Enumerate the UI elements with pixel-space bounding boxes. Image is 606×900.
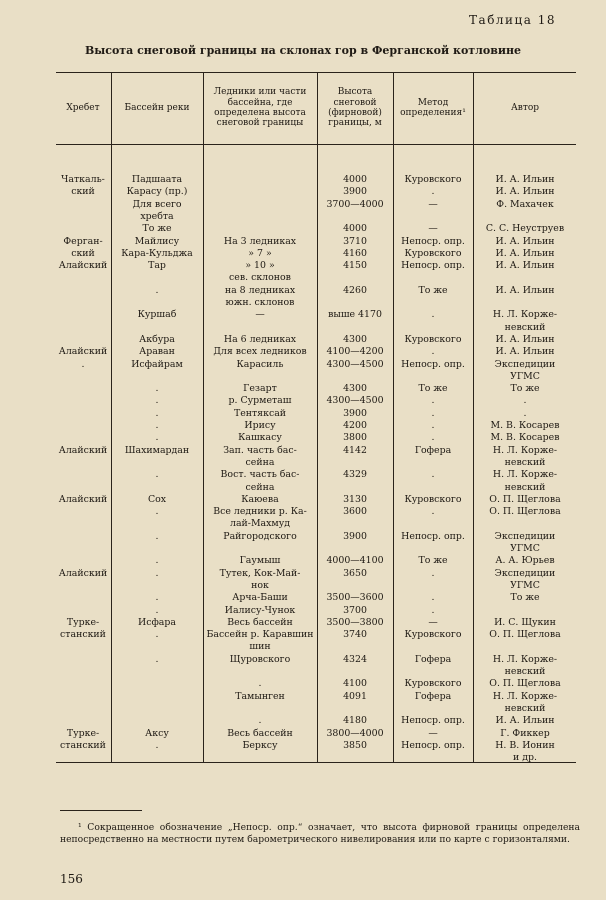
- cell-method: То же: [418, 383, 448, 395]
- cell-method: —: [428, 198, 438, 210]
- cell-author: Экспедиции: [494, 358, 556, 370]
- cell-height: 4300: [343, 383, 367, 395]
- cell-height: 4150: [343, 260, 367, 272]
- cell-method: —: [428, 223, 438, 235]
- cell-height: 4091: [343, 690, 367, 702]
- cell-author: Н. Л. Корже-: [492, 444, 558, 456]
- cell-ridge: ский: [71, 186, 95, 198]
- cell-glaciers: —: [255, 309, 265, 321]
- cell-method: .: [431, 567, 435, 579]
- cell-method: Непоср. опр.: [401, 739, 465, 751]
- cell-glaciers: Тамынген: [235, 690, 285, 702]
- cell-height: 3500—3600: [326, 592, 384, 604]
- cell-author: И. А. Ильин: [495, 333, 555, 345]
- cell-glaciers: Каюева: [241, 493, 279, 505]
- cell-ridge: Ферган-: [63, 235, 103, 247]
- cell-glaciers: лай-Махмуд: [229, 518, 291, 530]
- column-header-method: Метод определения¹: [400, 97, 466, 118]
- cell-basin: .: [155, 284, 159, 296]
- cell-author: Г. Фиккер: [500, 727, 550, 739]
- cell-basin: Куршаб: [137, 309, 177, 321]
- cell-author: УГМС: [510, 370, 540, 382]
- cell-basin: .: [155, 383, 159, 395]
- table-number: Таблица 18: [469, 13, 556, 27]
- cell-author: Экспедиции: [494, 567, 556, 579]
- cell-author: И. А. Ильин: [495, 715, 555, 727]
- cell-glaciers: Бассейн р. Каравшин: [206, 629, 314, 641]
- cell-glaciers: сейна: [245, 456, 275, 468]
- column-header-basin: Бассейн реки: [124, 102, 190, 113]
- cell-glaciers: Кашкасу: [238, 432, 282, 444]
- cell-method: .: [431, 407, 435, 419]
- page-number: 156: [60, 872, 83, 886]
- cell-method: .: [431, 469, 435, 481]
- cell-author: И. А. Ильин: [495, 346, 555, 358]
- cell-author: Н. Л. Корже-: [492, 469, 558, 481]
- cell-method: .: [431, 346, 435, 358]
- cell-basin: .: [155, 653, 159, 665]
- column-header-height: Высота снеговой (фирновой) границы, м: [328, 87, 382, 129]
- cell-glaciers: Берксу: [242, 739, 278, 751]
- cell-basin: .: [155, 604, 159, 616]
- cell-basin: Исфайрам: [131, 358, 183, 370]
- cell-method: Куровского: [404, 493, 462, 505]
- cell-glaciers: Весь бассейн: [227, 727, 293, 739]
- cell-basin: Тар: [148, 260, 166, 272]
- cell-method: —: [428, 727, 438, 739]
- cell-method: .: [431, 592, 435, 604]
- cell-basin: .: [155, 567, 159, 579]
- cell-basin: .: [155, 629, 159, 641]
- cell-glaciers: Вост. часть бас-: [220, 469, 300, 481]
- cell-basin: .: [155, 420, 159, 431]
- cell-basin: .: [155, 555, 159, 567]
- cell-author: То же: [510, 592, 540, 604]
- cell-height: 4324: [343, 653, 367, 665]
- cell-height: 4142: [343, 444, 367, 456]
- snowline-table: [56, 72, 576, 762]
- cell-author: А. А. Юрьев: [495, 555, 555, 567]
- cell-ridge: Чаткаль-: [61, 174, 105, 185]
- cell-glaciers: Тутек, Кок-Май-: [219, 567, 301, 579]
- cell-method: .: [431, 309, 435, 321]
- cell-author: С. С. Неуструев: [485, 223, 565, 235]
- cell-glaciers: нок: [251, 579, 269, 591]
- cell-glaciers: .: [258, 715, 262, 727]
- cell-height: 3700—4000: [326, 198, 384, 210]
- cell-author: И. А. Ильин: [495, 174, 555, 185]
- cell-basin: Падшаата: [131, 174, 183, 185]
- cell-glaciers: сев. склонов: [229, 272, 291, 284]
- cell-glaciers: Для всех ледников: [213, 346, 307, 358]
- cell-method: Непоср. опр.: [401, 235, 465, 247]
- cell-glaciers: Весь бассейн: [227, 616, 293, 628]
- cell-basin: Майлису: [134, 235, 180, 247]
- cell-basin: Для всего: [132, 198, 182, 210]
- cell-author: .: [523, 395, 527, 407]
- cell-method: Куровского: [404, 174, 462, 185]
- cell-height: 4200: [343, 420, 367, 431]
- cell-basin: .: [155, 530, 159, 542]
- cell-height: 4260: [343, 284, 367, 296]
- cell-author: невский: [504, 456, 546, 468]
- cell-ridge: Алайский: [58, 493, 108, 505]
- cell-author: невский: [504, 666, 546, 677]
- cell-author: И. С. Щукин: [494, 616, 556, 628]
- cell-glaciers: На 6 ледниках: [223, 333, 297, 345]
- cell-author: УГМС: [510, 543, 540, 554]
- cell-method: Гофера: [414, 653, 452, 665]
- cell-glaciers: Карасиль: [236, 358, 284, 370]
- cell-basin: Кара-Кульджа: [121, 247, 193, 259]
- cell-ridge: ский: [71, 247, 95, 259]
- cell-glaciers: Все ледники р. Ка-: [213, 506, 307, 518]
- cell-glaciers: » 7 »: [248, 247, 272, 259]
- cell-glaciers: Зап. часть бас-: [223, 444, 297, 456]
- cell-height: 4180: [343, 715, 367, 727]
- cell-ridge: Алайский: [58, 346, 108, 358]
- cell-basin: .: [155, 506, 159, 518]
- cell-glaciers: Тентяксай: [233, 407, 287, 419]
- cell-height: 4300—4500: [326, 395, 384, 407]
- cell-method: Непоср. опр.: [401, 715, 465, 727]
- cell-glaciers: сейна: [245, 481, 275, 493]
- cell-basin: Аксу: [145, 727, 169, 739]
- cell-basin: Карасу (пр.): [126, 186, 188, 198]
- cell-height: 4160: [343, 247, 367, 259]
- cell-author: О. П. Щеглова: [489, 678, 561, 690]
- cell-height: 3740: [343, 629, 367, 641]
- cell-method: .: [431, 432, 435, 444]
- cell-author: М. В. Косарев: [490, 420, 560, 431]
- cell-glaciers: Гезарт: [243, 383, 277, 395]
- cell-basin: .: [155, 395, 159, 407]
- cell-method: Гофера: [414, 444, 452, 456]
- cell-author: И. А. Ильин: [495, 235, 555, 247]
- cell-height: 4000: [343, 223, 367, 235]
- cell-height: 3650: [343, 567, 367, 579]
- cell-author: невский: [504, 321, 546, 333]
- cell-basin: Сох: [147, 493, 167, 505]
- cell-method: Куровского: [404, 247, 462, 259]
- cell-height: 3600: [343, 506, 367, 518]
- cell-glaciers: Ирису: [244, 420, 276, 431]
- cell-height: выше 4170: [328, 309, 382, 321]
- cell-height: 3700: [343, 604, 367, 616]
- column-header-glaciers: Ледники или части бассейна, где определена высота снеговой границы: [213, 87, 307, 129]
- cell-author: .: [523, 407, 527, 419]
- cell-basin: хребта: [140, 210, 174, 222]
- cell-method: То же: [418, 555, 448, 567]
- cell-height: 4300: [343, 333, 367, 345]
- cell-height: 3900: [343, 407, 367, 419]
- cell-glaciers: р. Сурметаш: [228, 395, 292, 407]
- column-header-ridge: Хребет: [66, 102, 100, 113]
- cell-author: То же: [510, 383, 540, 395]
- cell-height: 4000—4100: [326, 555, 384, 567]
- cell-ridge: Турке-: [66, 727, 100, 739]
- cell-glaciers: На 3 ледниках: [223, 235, 297, 247]
- cell-ridge: Алайский: [58, 567, 108, 579]
- cell-glaciers: Гаумыш: [239, 555, 281, 567]
- cell-ridge: .: [81, 358, 85, 370]
- cell-basin: .: [155, 407, 159, 419]
- cell-basin: Араван: [139, 346, 175, 358]
- cell-author: и др.: [513, 752, 537, 764]
- cell-height: 3800—4000: [326, 727, 384, 739]
- cell-glaciers: .: [258, 678, 262, 690]
- cell-ridge: Алайский: [58, 260, 108, 272]
- cell-basin: .: [155, 432, 159, 444]
- cell-author: Ф. Махачек: [496, 198, 554, 210]
- cell-height: 3130: [343, 493, 367, 505]
- cell-glaciers: на 8 ледниках: [224, 284, 296, 296]
- cell-author: УГМС: [510, 579, 540, 591]
- cell-author: Экспедиции: [494, 530, 556, 542]
- column-header-author: Автор: [510, 102, 540, 113]
- cell-height: 3900: [343, 530, 367, 542]
- cell-method: Куровского: [404, 333, 462, 345]
- cell-basin: Шахимардан: [124, 444, 190, 456]
- cell-author: невский: [504, 702, 546, 714]
- cell-author: Н. Л. Корже-: [492, 309, 558, 321]
- cell-method: .: [431, 186, 435, 198]
- cell-glaciers: Щуровского: [229, 653, 291, 665]
- cell-height: 3900: [343, 186, 367, 198]
- cell-method: То же: [418, 284, 448, 296]
- cell-author: Н. В. Ионин: [495, 739, 555, 751]
- cell-method: Непоср. опр.: [401, 530, 465, 542]
- cell-ridge: Турке-: [66, 616, 100, 628]
- cell-basin: .: [155, 592, 159, 604]
- cell-glaciers: » 10 »: [245, 260, 275, 272]
- cell-basin: Акбура: [139, 333, 175, 345]
- cell-author: невский: [504, 481, 546, 493]
- cell-author: Н. Л. Корже-: [492, 653, 558, 665]
- footnote: ¹ Сокращенное обозначение „Непоср. опр.“ означает, что высота фирновой границы определена непосредственно на местности путем барометрического нивелирования или по карте с горизонталями.: [60, 822, 580, 845]
- cell-glaciers: Арча-Баши: [232, 592, 288, 604]
- cell-author: И. А. Ильин: [495, 284, 555, 296]
- cell-author: И. А. Ильин: [495, 186, 555, 198]
- cell-method: Гофера: [414, 690, 452, 702]
- cell-basin: .: [155, 469, 159, 481]
- cell-height: 4100—4200: [326, 346, 384, 358]
- cell-height: 4300—4500: [326, 358, 384, 370]
- cell-height: 4000: [343, 174, 367, 185]
- cell-glaciers: Райгородского: [223, 530, 297, 542]
- cell-ridge: Алайский: [58, 444, 108, 456]
- cell-author: О. П. Щеглова: [489, 493, 561, 505]
- cell-method: Куровского: [404, 678, 462, 690]
- cell-height: 3850: [343, 739, 367, 751]
- cell-height: 4100: [343, 678, 367, 690]
- cell-method: Непоср. опр.: [401, 260, 465, 272]
- cell-method: .: [431, 395, 435, 407]
- cell-method: .: [431, 506, 435, 518]
- cell-height: 3710: [343, 235, 367, 247]
- cell-method: Непоср. опр.: [401, 358, 465, 370]
- cell-height: 3800: [343, 432, 367, 444]
- cell-glaciers: Иалису-Чунок: [224, 604, 296, 616]
- cell-method: —: [428, 616, 438, 628]
- cell-method: .: [431, 420, 435, 431]
- cell-height: 3500—3800: [326, 616, 384, 628]
- footnote-rule: [60, 810, 142, 811]
- cell-author: Н. Л. Корже-: [492, 690, 558, 702]
- table-title: Высота снеговой границы на склонах гор в Ферганской котловине: [84, 44, 522, 57]
- cell-author: И. А. Ильин: [495, 260, 555, 272]
- cell-glaciers: южн. склонов: [225, 297, 295, 308]
- cell-glaciers: шин: [249, 641, 271, 653]
- cell-basin: .: [155, 739, 159, 751]
- cell-basin: То же: [142, 223, 172, 235]
- cell-author: О. П. Щеглова: [489, 629, 561, 641]
- cell-ridge: станский: [60, 629, 106, 641]
- table-header-rule: [56, 144, 576, 145]
- cell-ridge: станский: [60, 739, 106, 751]
- cell-basin: Исфара: [138, 616, 176, 628]
- cell-method: Куровского: [404, 629, 462, 641]
- cell-height: 4329: [343, 469, 367, 481]
- cell-author: М. В. Косарев: [490, 432, 560, 444]
- cell-author: О. П. Щеглова: [489, 506, 561, 518]
- cell-author: И. А. Ильин: [495, 247, 555, 259]
- cell-method: .: [431, 604, 435, 616]
